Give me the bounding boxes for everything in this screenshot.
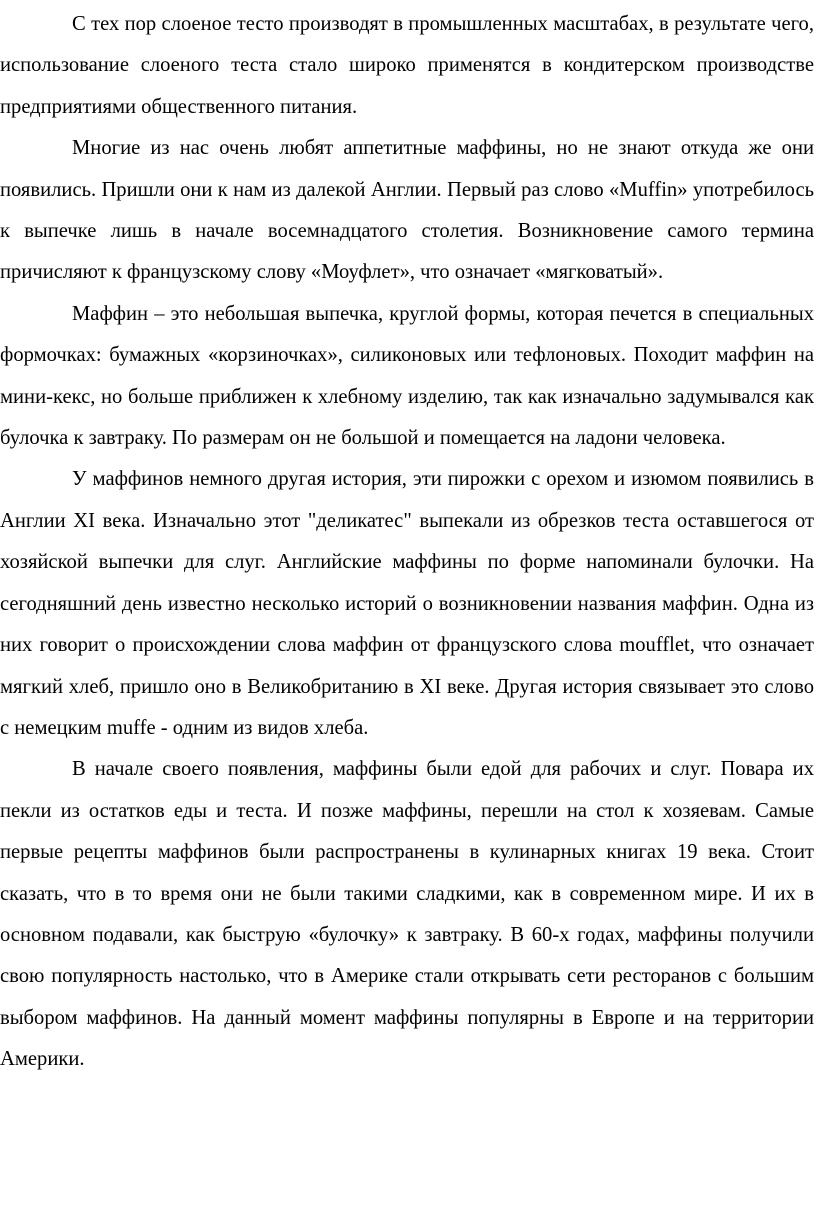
paragraph-muffin-history: У маффинов немного другая история, эти пирожки с орехом и изюмом появились в Англии XI века. Изначально этот "деликатес" выпекали из обрезков теста оставшегося от хозяйской выпечки для слуг. Английские маффины по форме напоминали булочки. На сегодняшний день известно несколько историй о возникновении названия маффин. Одна из них говорит о происхождении слова маффин от французского слова moufflet, что означает мягкий хлеб, пришло оно в Великобританию в XI веке. Другая история связывает это слово с немецким muffe - одним из видов хлеба. [0,468,814,739]
paragraph-muffin-definition: Маффин – это небольшая выпечка, круглой формы, которая печется в специальных формочках: бумажных «корзиночках», силиконовых или тефлоновых. Походит маффин на мини-кекс, но больше приближен к хлебному изделию, так как изначально задумывался как булочка к завтраку. По размерам он не большой и помещается на ладони человека. [0,302,814,450]
paragraph-puff-pastry: С тех пор слоеное тесто производят в промышленных масштабах, в результате чего, использование слоеного теста стало широко применятся в кондитерском производстве предприятиями общественного питания. [0,13,814,118]
paragraph-muffin-popularity: В начале своего появления, маффины были едой для рабочих и слуг. Повара их пекли из остатков еды и теста. И позже маффины, перешли на стол к хозяевам. Самые первые рецепты маффинов были распространены в кулинарных книгах 19 века. Стоит сказать, что в то время они не были такими сладкими, как в современном мире. И их в основном подавали, как быструю «булочку» к завтраку. В 60-х годах, маффины получили свою популярность настолько, что в Америке стали открывать сети ресторанов с большим выбором маффинов. На данный момент маффины популярны в Европе и на территории Америки. [0,758,814,1071]
paragraph-muffin-origin: Многие из нас очень любят аппетитные маффины, но не знают откуда же они появились. Пришли они к нам из далекой Англии. Первый раз слово «Muffin» употребилось к выпечке лишь в начале восемнадцатого столетия. Возникновение самого термина причисляют к французскому слову «Моуфлет», что означает «мягковатый». [0,137,814,284]
